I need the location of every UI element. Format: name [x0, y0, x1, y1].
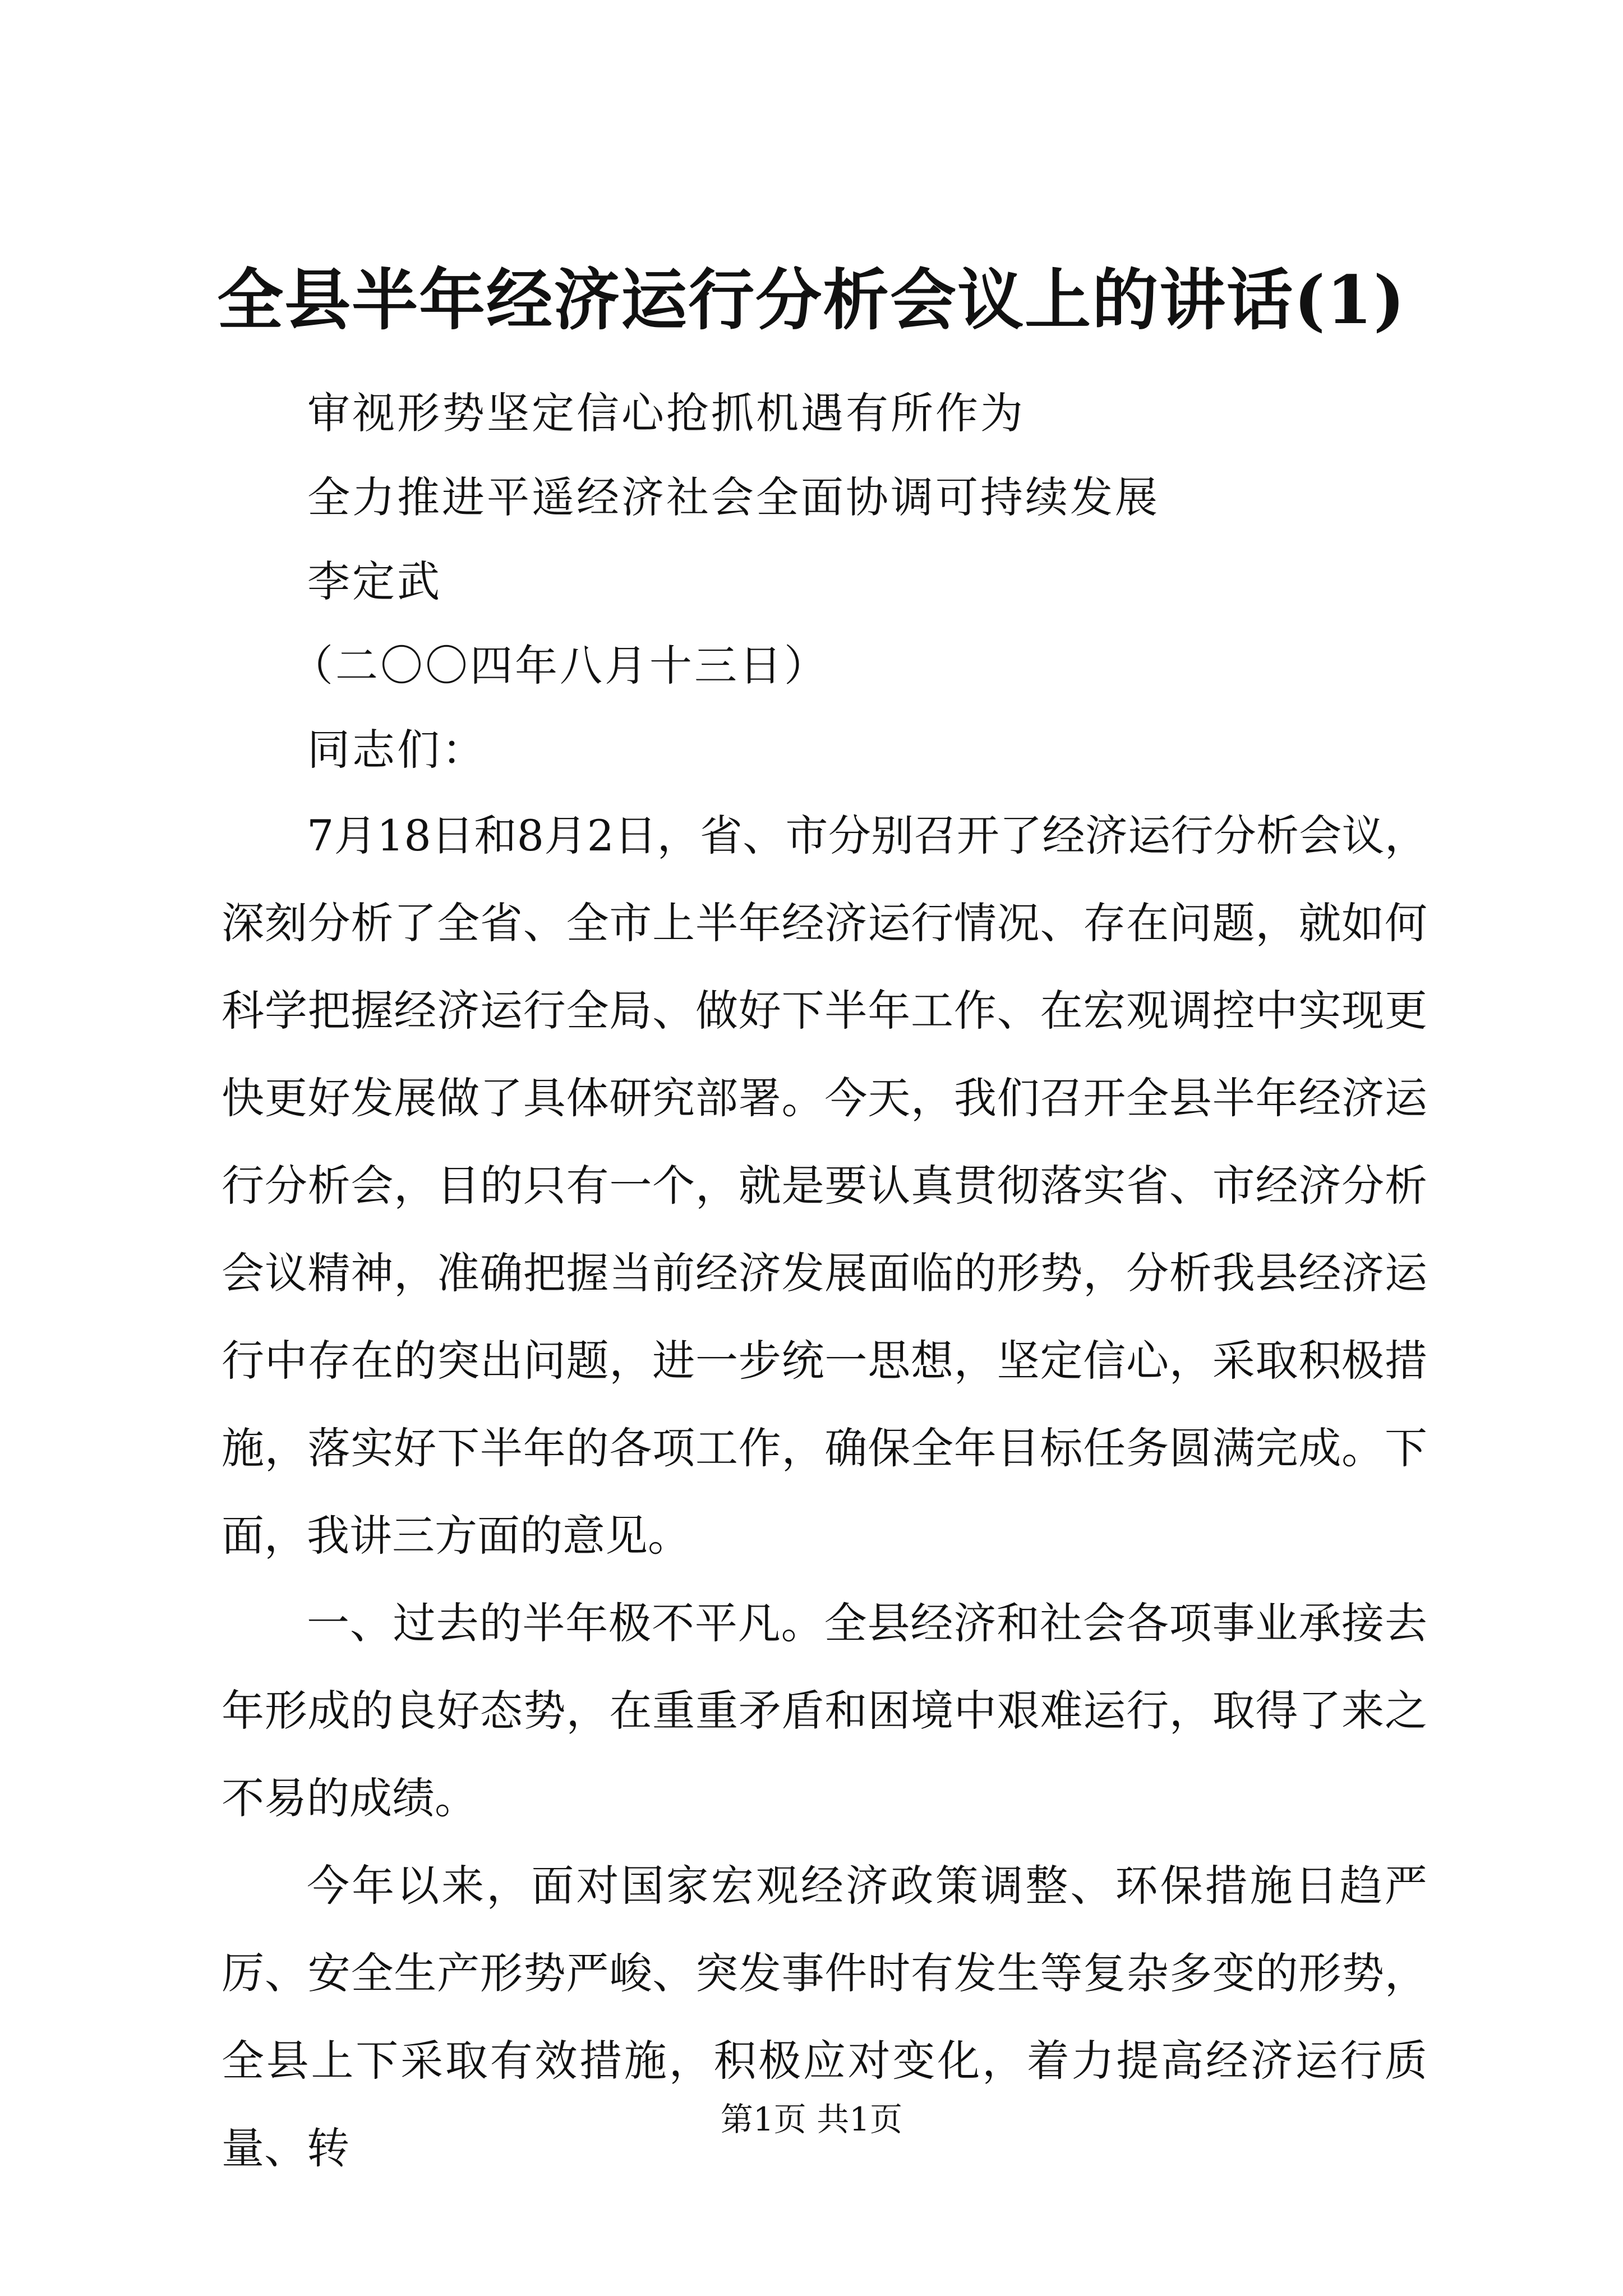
speech-date: （二〇〇四年八月十三日）	[291, 641, 829, 691]
body-paragraph: 7月18日和8月2日，省、市分别召开了经济运行分析会议，深刻分析了全省、全市上半年经济运行情况、存在问题，就如何科学把握经济运行全局、做好下半年工作、在宏观调控中实现更快更好发展做了具体研究部署。今天，我们召开全县半年经济运行分析会，目的只有一个，就是要认真贯彻落实省、市经济分析会议精神，准确把握当前经济发展面临的形势，分析我县经济运行中存在的突出问题，进一步统一思想，坚定信心，采取积极措施，落实好下半年的各项工作，确保全年目标任务圆满完成。下面，我讲三方面的意见。	[222, 811, 1427, 1561]
subtitle-line: 审视形势坚定信心抢抓机遇有所作为	[307, 388, 1025, 438]
page-footer: 第1页 共1页	[720, 2100, 903, 2138]
body-paragraph: 今年以来，面对国家宏观经济政策调整、环保措施日趋严厉、安全生产形势严峻、突发事件时有发生等复杂多变的形势，全县上下采取有效措施，积极应对变化，着力提高经济运行质量、转	[222, 1861, 1427, 2173]
document-body	[222, 792, 1427, 2192]
author-name: 李定武	[307, 556, 442, 606]
subtitle-line: 全力推进平遥经济社会全面协调可持续发展	[307, 472, 1160, 522]
subtitle-block	[291, 371, 1429, 792]
salutation: 同志们：	[307, 725, 487, 775]
body-paragraph: 一、过去的半年极不平凡。全县经济和社会各项事业承接去年形成的良好态势，在重重矛盾和困境中艰难运行，取得了来之不易的成绩。	[222, 1598, 1427, 1823]
document-title: 全县半年经济运行分析会议上的讲话(1)	[217, 261, 1406, 339]
